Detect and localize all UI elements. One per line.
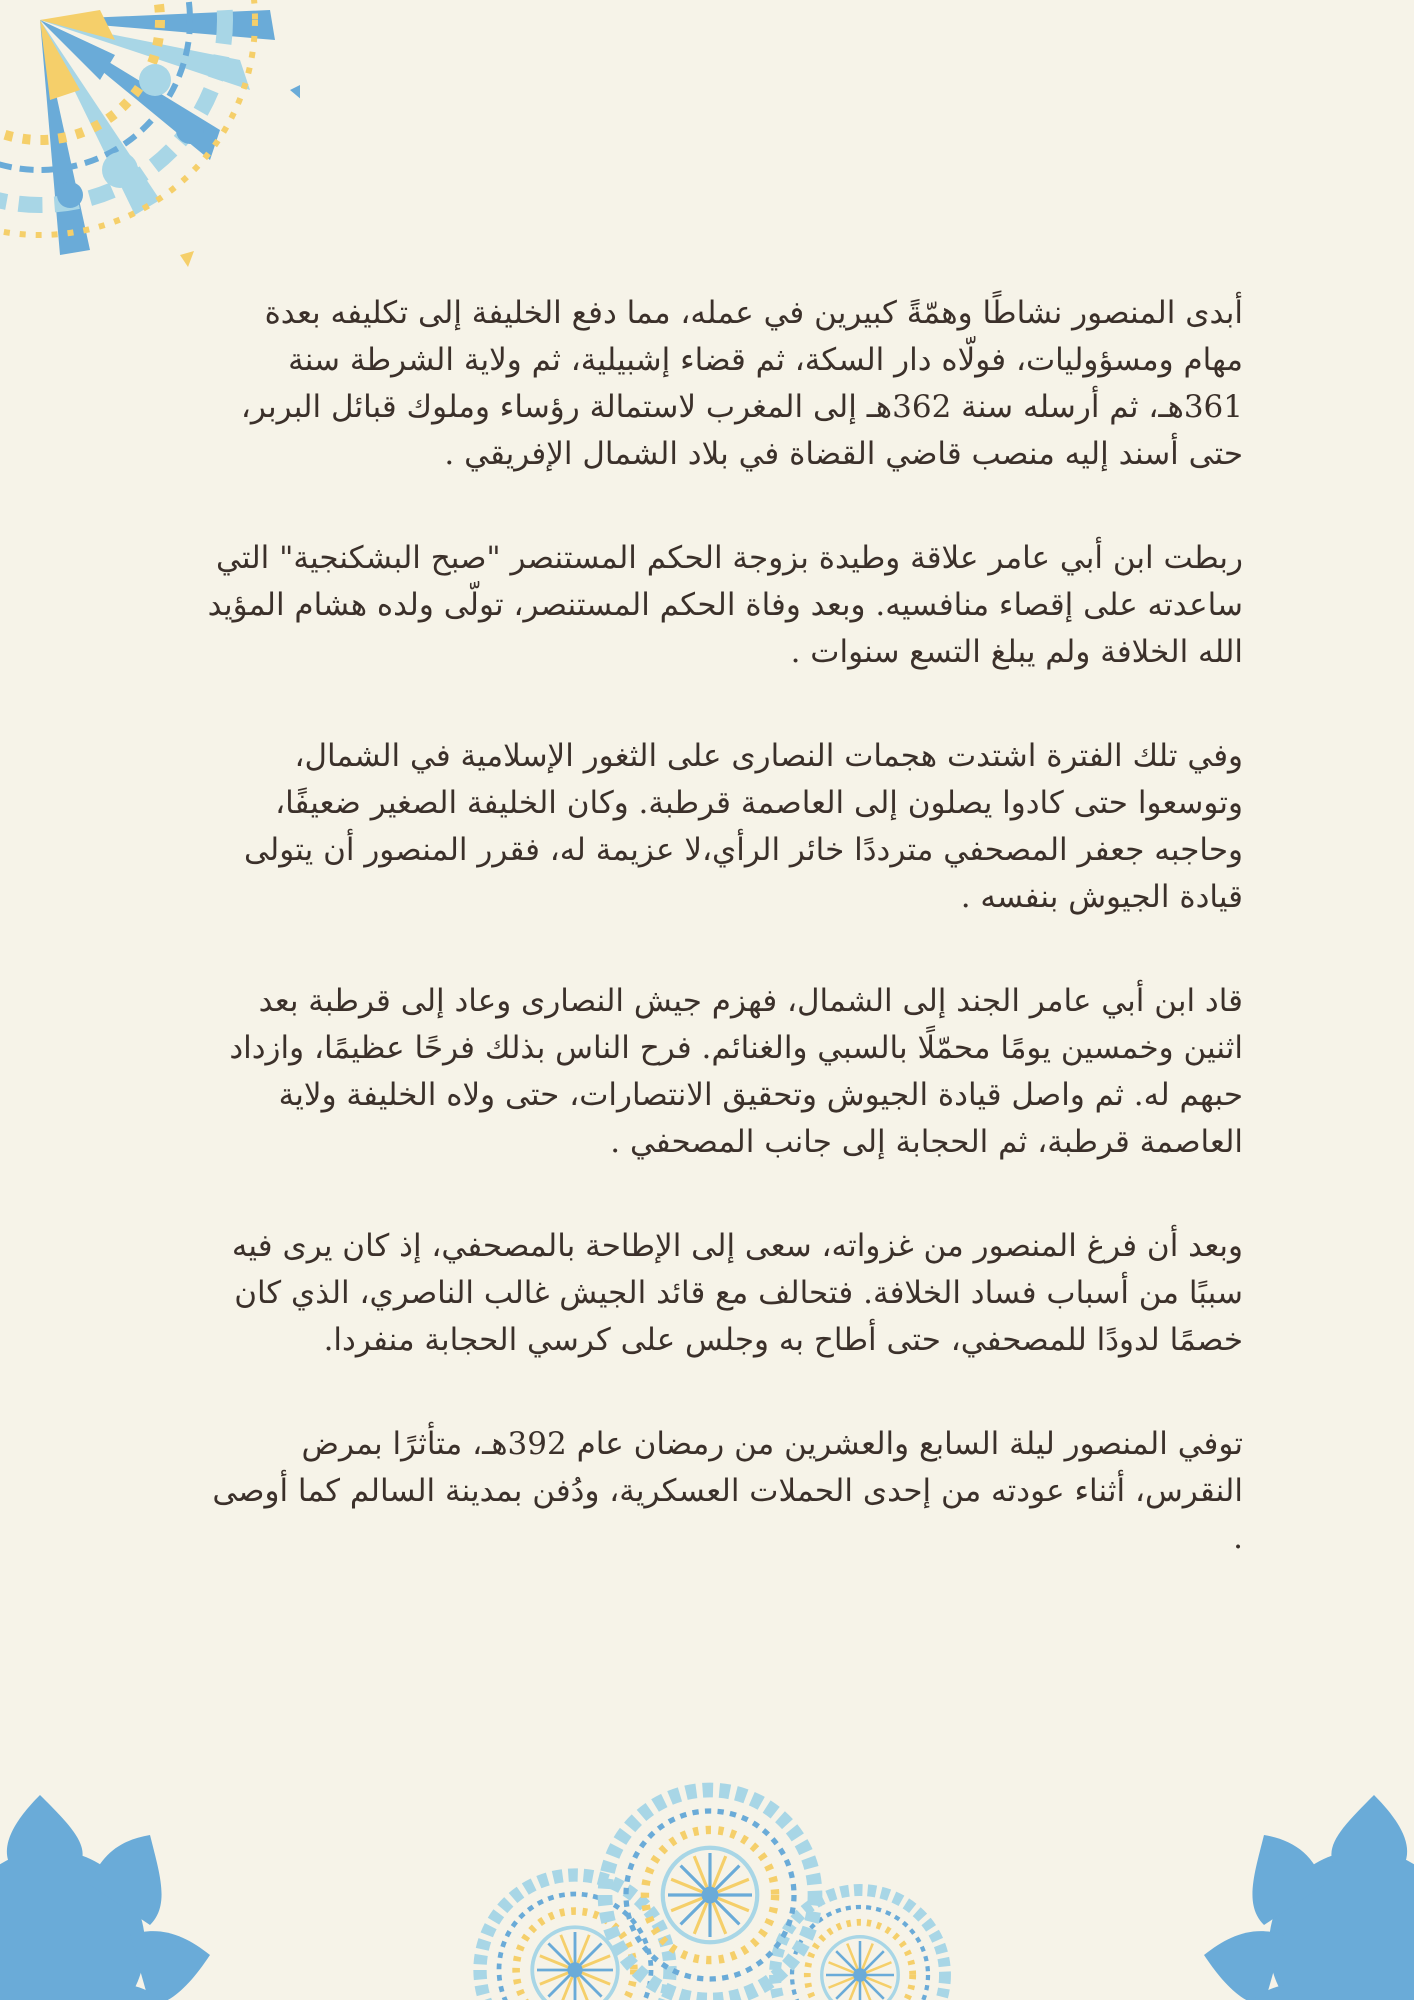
mandala-cluster-ornament-bottom-center [440,1775,980,2000]
paragraph-6: توفي المنصور ليلة السابع والعشرين من رمضان عام 392هـ، متأثرًا بمرض النقرس، أثناء عودته من إحدى الحملات العسكرية، ودُفن بمدينة السالم كما أوصى . [212,1426,1243,1556]
paragraph-3: وفي تلك الفترة اشتدت هجمات النصارى على الثغور الإسلامية في الشمال، وتوسعوا حتى كادوا يصلون إلى العاصمة قرطبة. وكان الخليفة الصغير ضعيفًا، وحاجبه جعفر المصحفي مترددًا خائر الرأي،لا عزيمة له، فقرر المنصور أن يتولى قيادة الجيوش بنفسه . [243,738,1243,915]
mandala-ornament-top-left [0,0,300,285]
blue-lotus-ornament-bottom-left [0,1795,215,2000]
paragraph-2: ربطت ابن أبي عامر علاقة وطيدة بزوجة الحكم المستنصر "صبح البشكنجية" التي ساعدته على إقصاء منافسيه. وبعد وفاة الحكم المستنصر، تولّى ولده هشام المؤيد الله الخلافة ولم يبلغ التسع سنوات . [207,540,1243,670]
blue-lotus-ornament-bottom-right [1199,1795,1414,2000]
article-body [205,290,1245,1619]
paragraph-1: أبدى المنصور نشاطًا وهمّةً كبيرين في عمله، مما دفع الخليفة إلى تكليفه بعدة مهام ومسؤوليات، فولّاه دار السكة، ثم قضاء إشبيلية، ثم ولاية الشرطة سنة 361هـ، ثم أرسله سنة 362هـ إلى المغرب لاستمالة رؤساء وملوك قبائل البربر، حتى أسند إليه منصب قاضي القضاة في بلاد الشمال الإفريقي . [240,295,1243,472]
paragraph-5: وبعد أن فرغ المنصور من غزواته، سعى إلى الإطاحة بالمصحفي، إذ كان يرى فيه سببًا من أسباب فساد الخلافة. فتحالف مع قائد الجيش غالب الناصري، الذي كان خصمًا لدودًا للمصحفي، حتى أطاح به وجلس على كرسي الحجابة منفردا. [231,1228,1243,1358]
paragraph-4: قاد ابن أبي عامر الجند إلى الشمال، فهزم جيش النصارى وعاد إلى قرطبة بعد اثنين وخمسين يومًا محمّلًا بالسبي والغنائم. فرح الناس بذلك فرحًا عظيمًا، وازداد حبهم له. ثم واصل قيادة الجيوش وتحقيق الانتصارات، حتى ولاه الخليفة ولاية العاصمة قرطبة، ثم الحجابة إلى جانب المصحفي . [229,983,1243,1160]
